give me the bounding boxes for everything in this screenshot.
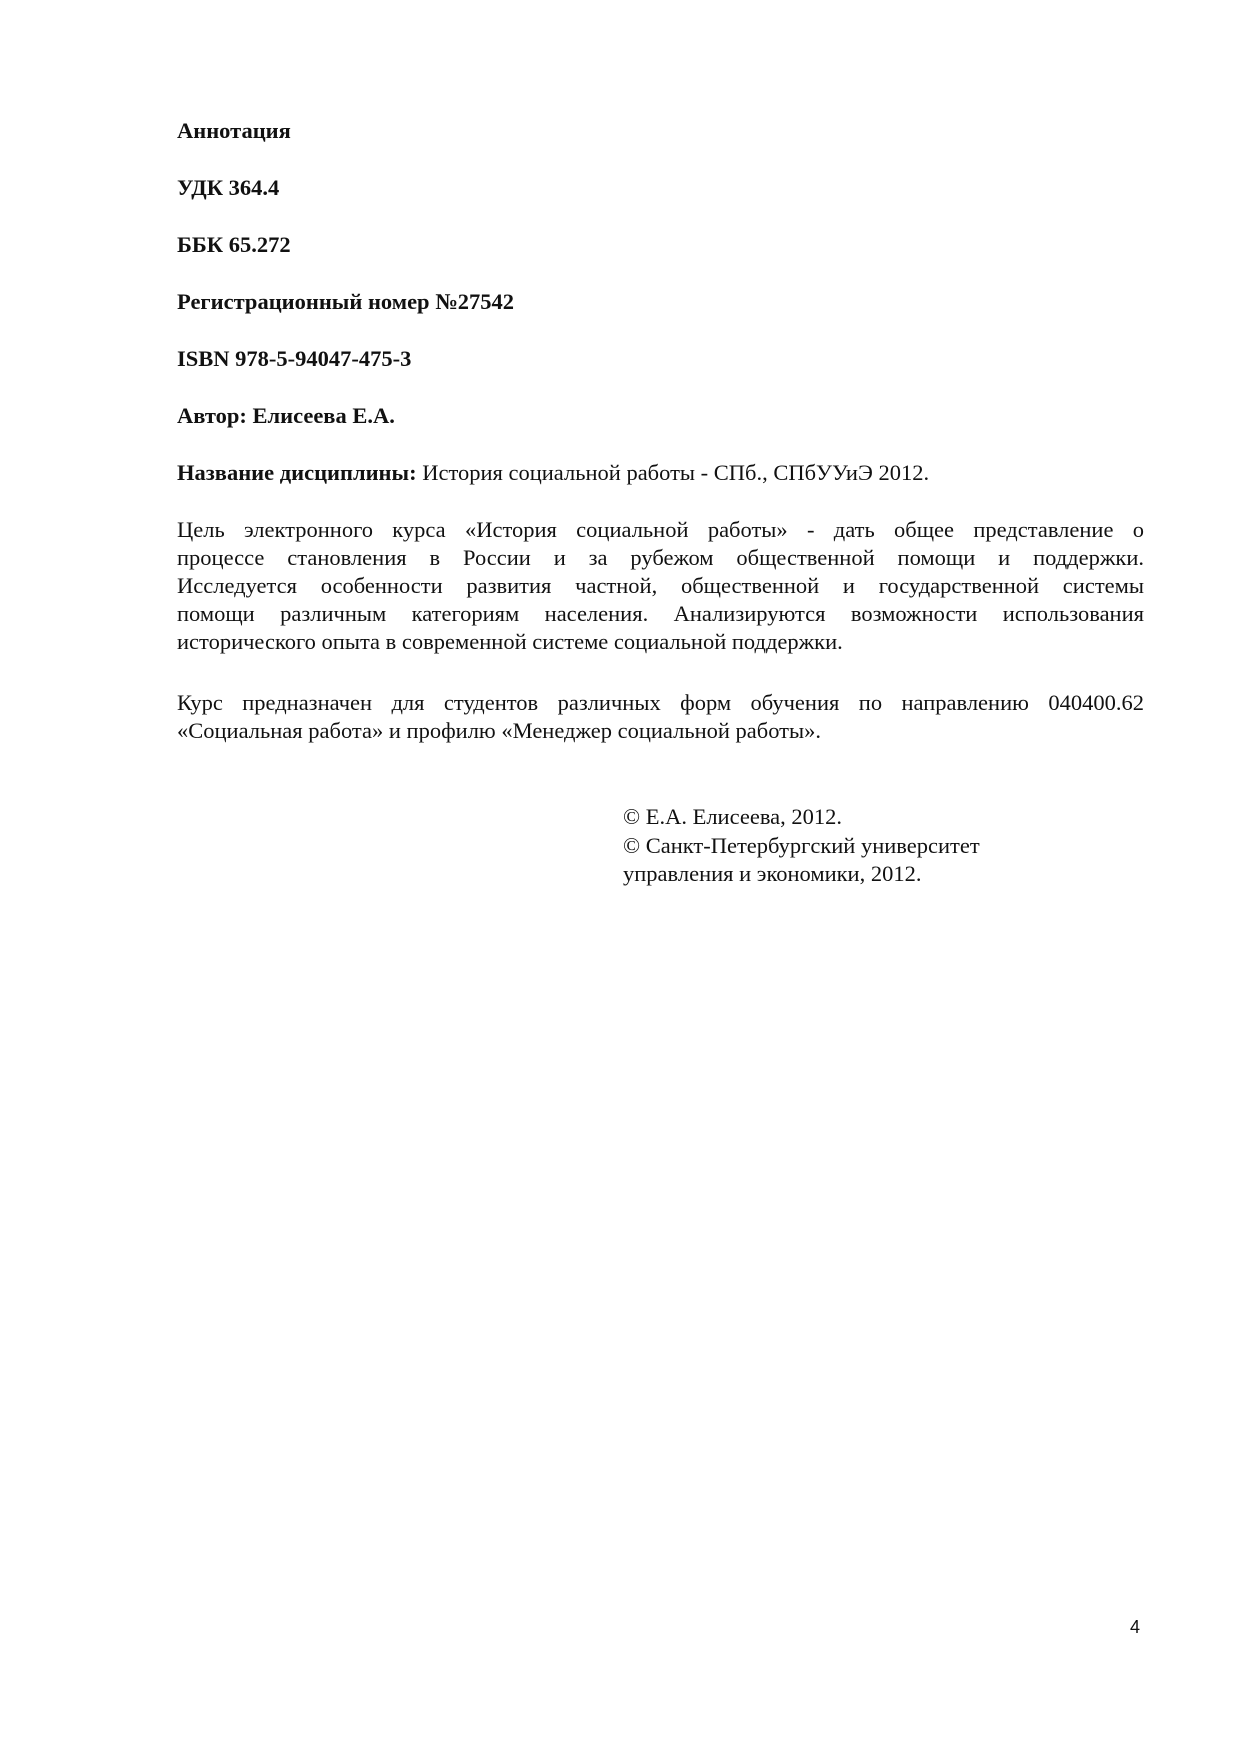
paragraph-line: Исследуется особенности развития частной, общественной и государственной системы: [177, 573, 1144, 598]
discipline-line: [177, 459, 929, 487]
udk-code: УДК 364.4: [177, 175, 280, 200]
discipline-label: Название дисциплины:: [177, 460, 417, 485]
paragraph-line: Курс предназначен для студентов различных форм обучения по направлению 040400.62: [177, 690, 1144, 715]
annotation-heading: Аннотация: [177, 118, 291, 143]
copyright-block: [623, 803, 980, 889]
paragraph-line: исторического опыта в современной системе социальной поддержки.: [177, 629, 843, 654]
discipline-value: История социальной работы - СПб., СПбУУиЭ 2012.: [416, 460, 930, 485]
copyright-university-cont: управления и экономики, 2012.: [623, 861, 922, 886]
paragraph-line: Цель электронного курса «История социальной работы» - дать общее представление о: [177, 517, 1144, 542]
paragraph-line: помощи различным категориям населения. Анализируются возможности использования: [177, 601, 1144, 626]
course-goal-paragraph: [177, 516, 1144, 656]
isbn: ISBN 978-5-94047-475-3: [177, 346, 412, 371]
copyright-university: © Санкт-Петербургский университет: [623, 832, 980, 858]
author: Автор: Елисеева Е.А.: [177, 403, 395, 428]
paragraph-line: процессе становления в России и за рубежом общественной помощи и поддержки.: [177, 545, 1144, 570]
paragraph-line: «Социальная работа» и профилю «Менеджер социальной работы».: [177, 718, 822, 743]
page-number: 4: [1130, 1617, 1141, 1637]
copyright-author: © Е.А. Елисеева, 2012.: [623, 804, 843, 829]
course-audience-paragraph: [177, 689, 1144, 745]
bbk-code: ББК 65.272: [177, 232, 291, 257]
registration-number: Регистрационный номер №27542: [177, 289, 515, 314]
